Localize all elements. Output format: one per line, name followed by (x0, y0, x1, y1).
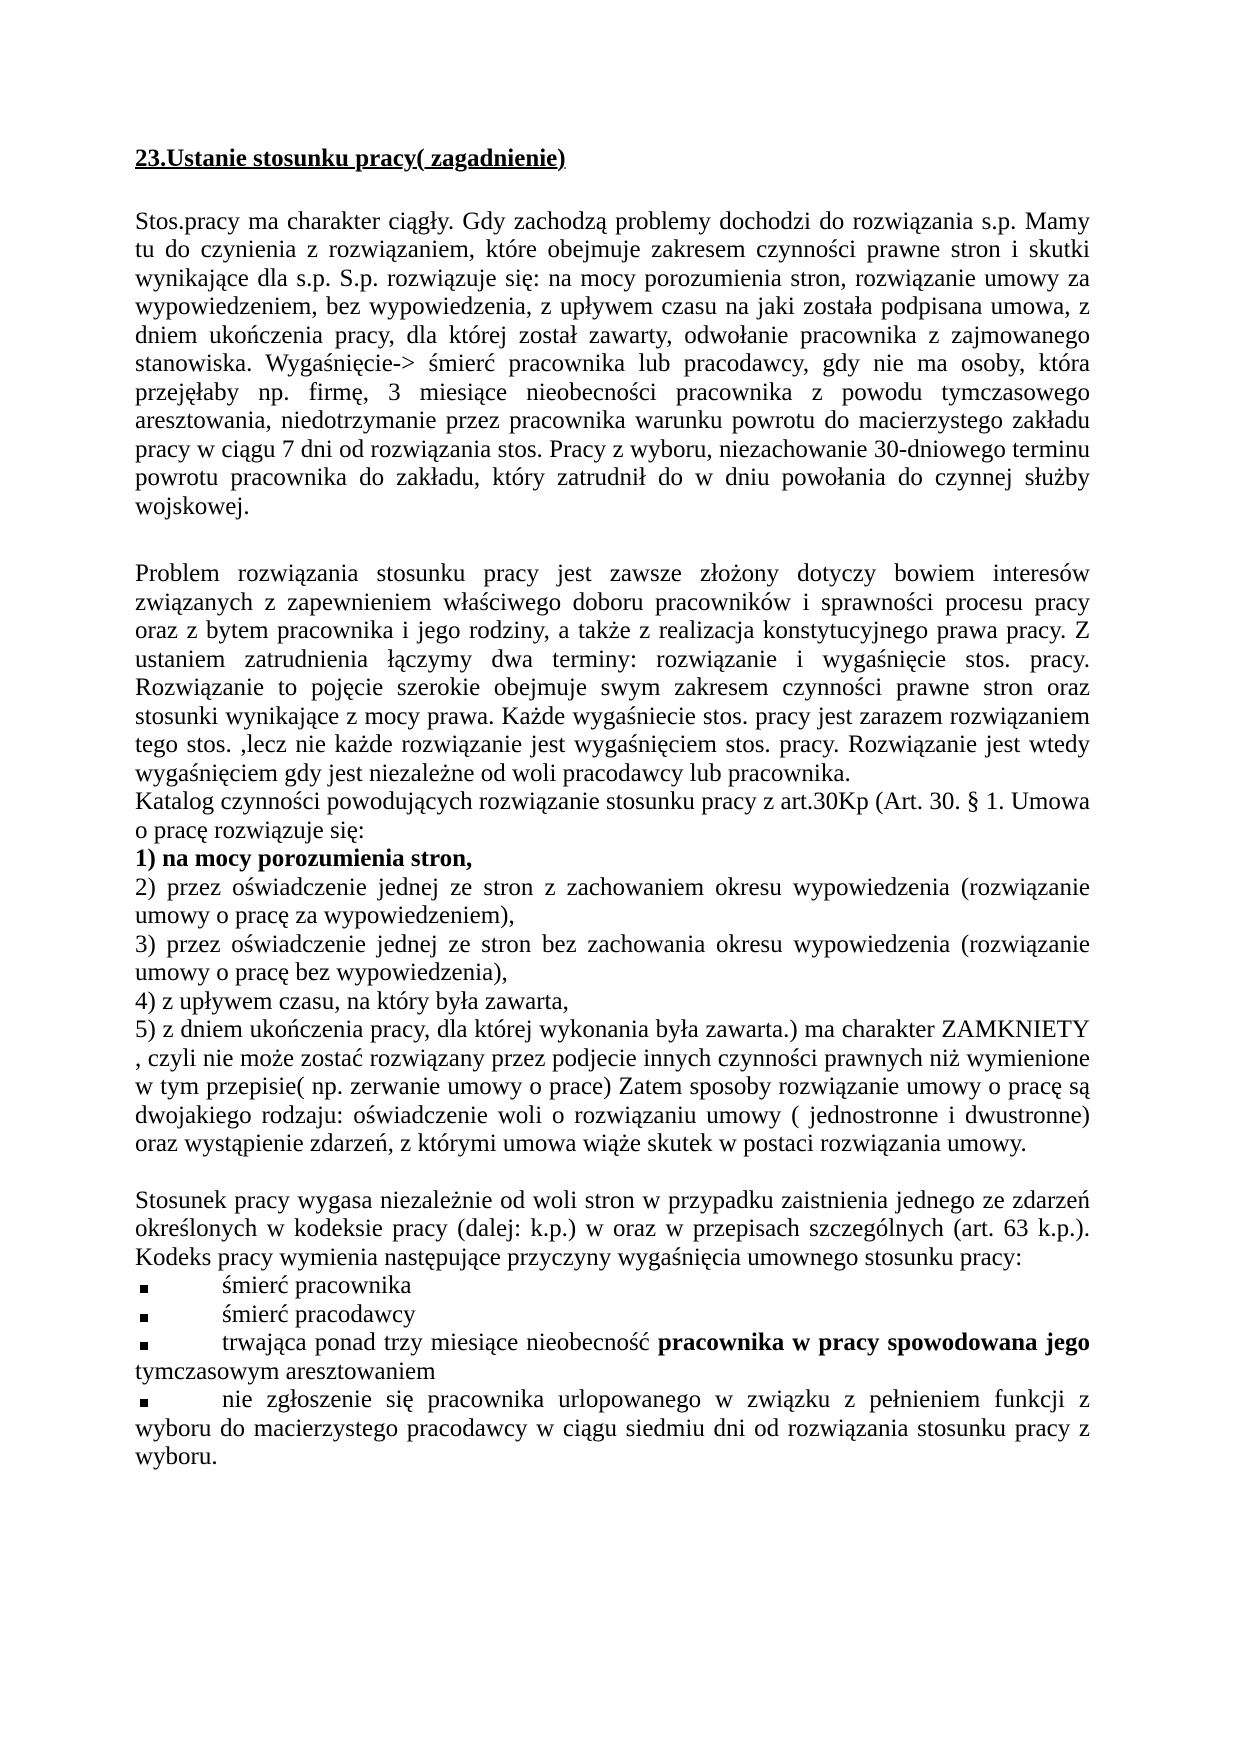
list-item-3: 3) przez oświadczenie jednej ze stron bez zachowania okresu wypowiedzenia (rozwiązanie umowy o pracę bez wypowiedzenia), (135, 930, 1090, 986)
bullet-text: tymczasowym aresztowaniem (135, 1357, 436, 1385)
paragraph-wygasniecie: Stosunek pracy wygasa niezależnie od woli stron w przypadku zaistnienia jednego ze zdarzeń określonych w kodeksie pracy (dalej: k.p.) w oraz w przepisach szczególnych (art. 63 k.p.). Kodeks pracy wymienia następujące przyczyny wygaśnięcia umownego stosunku pracy: (135, 1186, 1090, 1271)
bullet-item (135, 1301, 1090, 1330)
bullet-square-icon (140, 1342, 148, 1350)
paragraph-katalog: Katalog czynności powodujących rozwiązanie stosunku pracy z art.30Kp (Art. 30. § 1. Umowa o pracę rozwiązuje się: (135, 788, 1090, 844)
list-item-4: 4) z upływem czasu, na który była zawarta, (135, 987, 569, 1015)
paragraph-intro: Stos.pracy ma charakter ciągły. Gdy zachodzą problemy dochodzi do rozwiązania s.p. Mamy tu do czynienia z rozwiązaniem, które obejmuje zakresem czynności prawne stron i skutki wynikające dla s.p. S.p. rozwiązuje się: na mocy porozumienia stron, rozwiązanie umowy za wypowiedzeniem, bez wypowiedzenia, z upływem czasu na jaki została podpisana umowa, z dniem ukończenia pracy, dla której został zawarty, odwołanie pracownika z zajmowanego stanowiska. Wygaśnięcie-> śmierć pracownika lub pracodawcy, gdy nie ma osoby, która przejęłaby np. firmę, 3 miesiące nieobecności pracownika z powodu tymczasowego aresztowania, niedotrzymanie przez pracownika warunku powrotu do macierzystego zakładu pracy w ciągu 7 dni od rozwiązania stos. Pracy z wyboru, niezachowanie 30-dniowego terminu powrotu pracownika do zakładu, który zatrudnił do w dniu powołania do czynnej służby wojskowej. (135, 207, 1090, 520)
list-item-2: 2) przez oświadczenie jednej ze stron z zachowaniem okresu wypowiedzenia (rozwiązanie umowy o pracę za wypowiedzeniem), (135, 873, 1090, 929)
bullet-text: śmierć pracodawcy (222, 1300, 416, 1328)
bullet-square-icon (140, 1399, 148, 1407)
bullet-text: trwająca ponad trzy miesiące nieobecność (222, 1329, 658, 1356)
bullet-square-icon (140, 1314, 148, 1322)
list-item-5: 5) z dniem ukończenia pracy, dla której wykonania była zawarta.) ma charakter ZAMKNIETY , czyli nie może zostać rozwiązany przez podjecie innych czynności prawnych niż wymienione w tym przepisie( np. zerwanie umowy o prace) Zatem sposoby rozwiązanie umowy o pracę są dwojakiego rodzaju: oświadczenie woli o rozwiązaniu umowy ( jednostronne i dwustronne) oraz wystąpienie zdarzeń, z którymi umowa wiąże skutek w postaci rozwiązania umowy. (135, 1016, 1090, 1157)
bullet-item (135, 1329, 1090, 1386)
paragraph-problem: Problem rozwiązania stosunku pracy jest zawsze złożony dotyczy bowiem interesów związanych z zapewnieniem właściwego doboru pracowników i sprawności procesu pracy oraz z bytem pracownika i jego rodziny, a także z realizacja konstytucyjnego prawa pracy. Z ustaniem zatrudnienia łączymy dwa terminy: rozwiązanie i wygaśnięcie stos. pracy. Rozwiązanie to pojęcie szerokie obejmuje swym zakresem czynności prawne stron oraz stosunki wynikające z mocy prawa. Każde wygaśniecie stos. pracy jest zarazem rozwiązaniem tego stos. ,lecz nie każde rozwiązanie jest wygaśnięciem stos. pracy. Rozwiązanie jest wtedy wygaśnięciem gdy jest niezależne od woli pracodawcy lub pracownika. (135, 560, 1090, 787)
document-title: 23.Ustanie stosunku pracy( zagadnienie) (135, 145, 566, 172)
bullet-item (135, 1272, 1090, 1301)
bullet-item (135, 1386, 1090, 1472)
bullet-text-bold: pracownika w pracy spowodowana jego (657, 1329, 1090, 1356)
list-item-1: 1) na mocy porozumienia stron, (135, 845, 473, 872)
bullet-square-icon (140, 1285, 148, 1293)
bullet-text: śmierć pracownika (222, 1272, 412, 1299)
bullet-text: nie zgłoszenie się pracownika urlopowanego w związku z pełnieniem funkcji z wyboru do macierzystego pracodawcy w ciągu siedmiu dni od rozwiązania stosunku pracy z wyboru. (135, 1386, 1090, 1470)
